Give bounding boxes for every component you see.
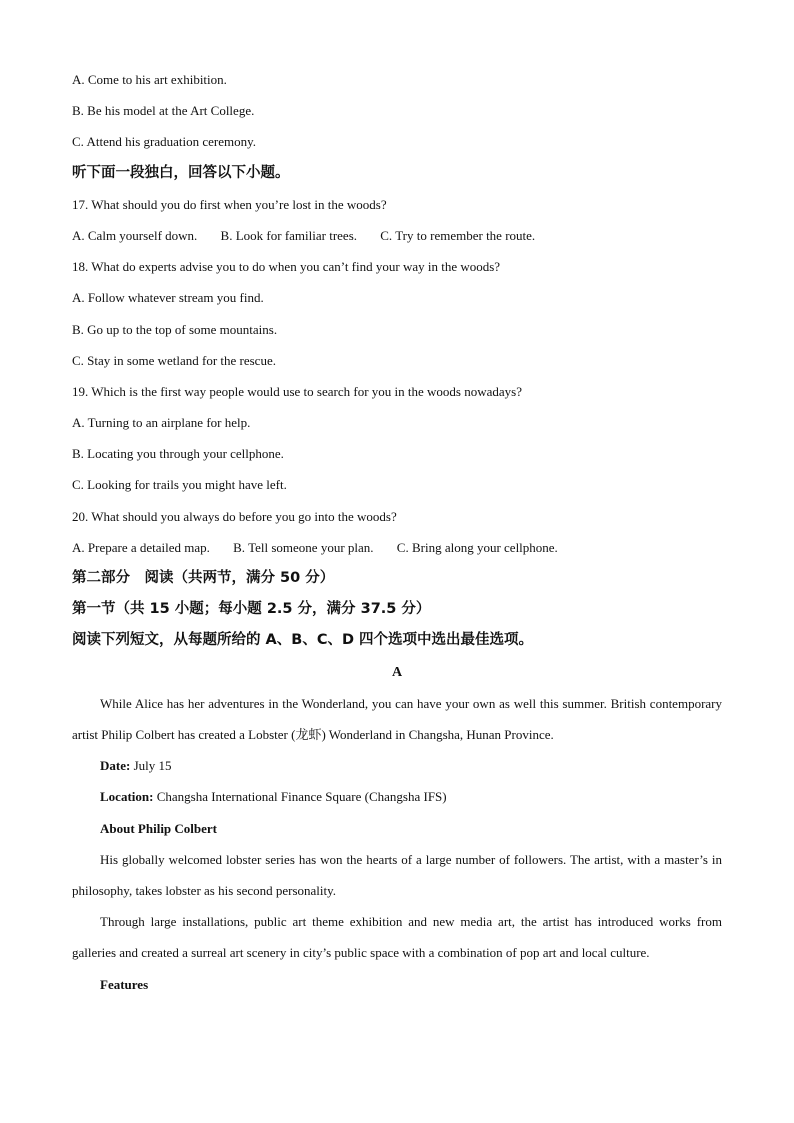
question-19-option-a: A. Turning to an airplane for help. (72, 415, 251, 431)
question-17-option-c: C. Try to remember the route. (380, 227, 536, 243)
question-20-option-c: C. Bring along your cellphone. (396, 539, 558, 555)
about-heading: About Philip Colbert (100, 820, 218, 836)
document-page (72, 64, 722, 1000)
prev-option-c: C. Attend his graduation ceremony. (72, 134, 257, 150)
prev-option-a: A. Come to his art exhibition. (72, 72, 227, 87)
reading-instruction: 阅读下列短文，从每题所给的 A、B、C、D 四个选项中选出最佳选项。 (72, 632, 534, 649)
question-20-options (72, 532, 722, 563)
location-label: Location: (100, 789, 154, 805)
features-heading: Features (100, 976, 149, 992)
question-18-option-c: C. Stay in some wetland for the rescue. (72, 352, 276, 368)
section-1-heading: 第一节（共 15 小题；每小题 2.5 分，满分 37.5 分） (72, 601, 431, 618)
location-value: Changsha International Finance Square (Changsha IFS) (153, 789, 447, 805)
question-18-option-b: B. Go up to the top of some mountains. (72, 321, 278, 337)
question-20-option-a: A. Prepare a detailed map. (72, 539, 210, 555)
question-17-option-a: A. Calm yourself down. (72, 227, 198, 243)
prev-option-b: B. Be his model at the Art College. (72, 103, 255, 119)
about-paragraph-1: His globally welcomed lobster series has won the hearts of a large number of followers. The artist, with a master’s in philosophy, takes lobster as his second personality. (72, 851, 722, 898)
question-17-option-b: B. Look for familiar trees. (220, 227, 358, 243)
listening-instruction: 听下面一段独白，回答以下小题。 (72, 164, 290, 181)
question-18-stem: 18. What do experts advise you to do when you can’t find your way in the woods? (72, 259, 501, 275)
question-19-option-b: B. Locating you through your cellphone. (72, 446, 284, 462)
passage-letter: A (391, 664, 403, 680)
about-paragraph-2: Through large installations, public art theme exhibition and new media art, the artist has introduced works from galleries and created a surreal art scenery in city’s public space with a combination of pop art and local culture. (72, 914, 722, 961)
date-value: July 15 (130, 758, 172, 774)
question-20-stem: 20. What should you always do before you go into the woods? (72, 508, 397, 524)
question-19-option-c: C. Looking for trails you might have left. (72, 477, 287, 493)
location-line (72, 781, 722, 812)
question-19-stem: 19. Which is the first way people would use to search for you in the woods nowadays? (72, 383, 522, 399)
question-20-option-b: B. Tell someone your plan. (233, 539, 374, 555)
date-label: Date: (100, 758, 131, 774)
question-17-stem: 17. What should you do first when you’re lost in the woods? (72, 196, 387, 212)
date-line (72, 750, 722, 781)
question-18-option-a: A. Follow whatever stream you find. (72, 290, 264, 306)
passage-intro: While Alice has her adventures in the Wonderland, you can have your own as well this summer. British contemporary artist Philip Colbert has created a Lobster (龙虾) Wonderland in Changsha, Hunan Province. (72, 695, 722, 742)
part-2-heading: 第二部分 阅读（共两节，满分 50 分） (72, 570, 335, 586)
question-17-options (72, 220, 722, 251)
